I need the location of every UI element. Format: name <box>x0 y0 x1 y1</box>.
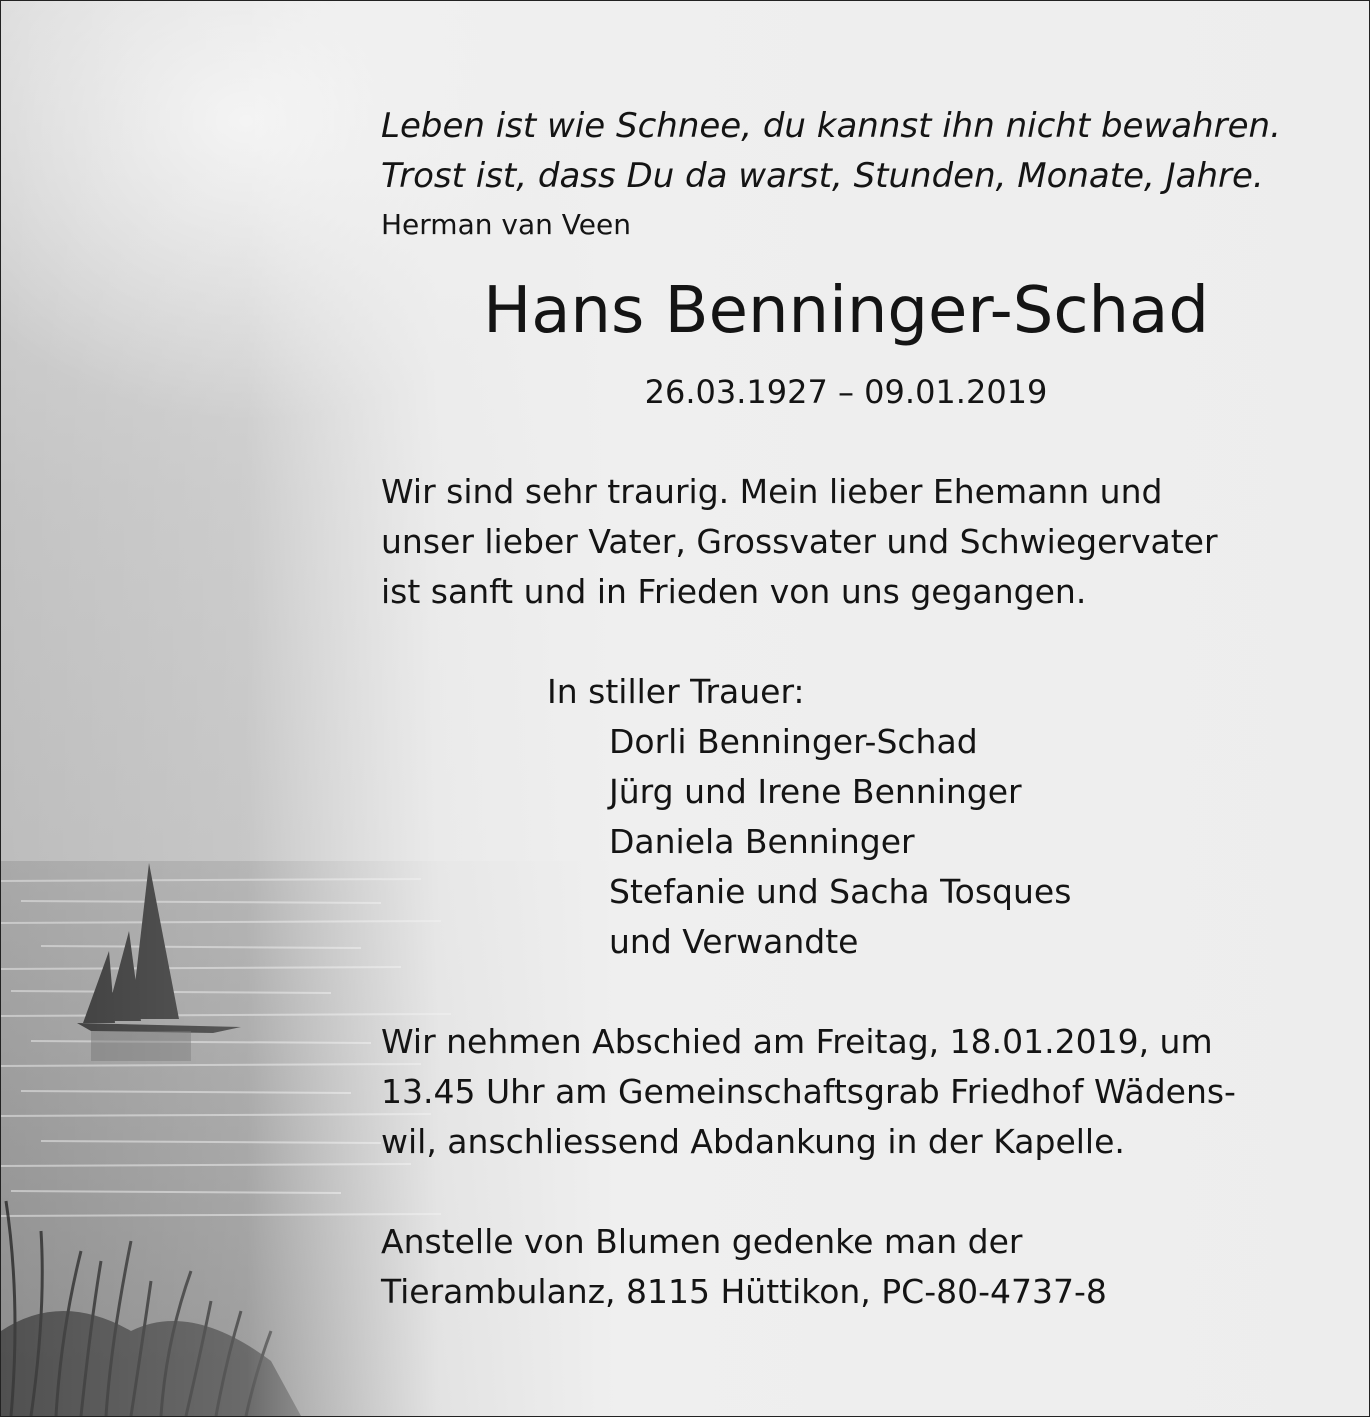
donation-paragraph <box>381 1217 1107 1317</box>
mourner-name: Jürg und Irene Benninger <box>609 772 1022 811</box>
quote-author: Herman van Veen <box>381 208 631 241</box>
quote-line: Trost ist, dass Du da warst, Stunden, Monate, Jahre. <box>381 156 1264 196</box>
farewell-line: 13.45 Uhr am Gemeinschaftsgrab Friedhof Wädens- <box>381 1072 1236 1111</box>
quote-line: Leben ist wie Schnee, du kannst ihn nicht bewahren. <box>381 106 1281 146</box>
mourner-name: Dorli Benninger-Schad <box>609 722 978 761</box>
announcement-line: ist sanft und in Frieden von uns gegangen. <box>381 572 1087 611</box>
farewell-line: Wir nehmen Abschied am Freitag, 18.01.2019, um <box>381 1022 1213 1061</box>
announcement-line: unser lieber Vater, Grossvater und Schwiegervater <box>381 522 1218 561</box>
life-dates: 26.03.1927 – 09.01.2019 <box>644 373 1048 411</box>
farewell-paragraph <box>381 1017 1236 1167</box>
memorial-quote <box>381 101 1281 201</box>
mourner-name: Stefanie und Sacha Tosques <box>609 872 1072 911</box>
announcement-line: Wir sind sehr traurig. Mein lieber Ehemann und <box>381 472 1163 511</box>
mourner-name: Daniela Benninger <box>609 822 915 861</box>
deceased-name: Hans Benninger-Schad <box>483 274 1209 348</box>
donation-line: Tierambulanz, 8115 Hüttikon, PC-80-4737-8 <box>381 1272 1107 1311</box>
donation-line: Anstelle von Blumen gedenke man der <box>381 1222 1023 1261</box>
mourning-heading: In stiller Trauer: <box>547 672 805 711</box>
mourner-name: und Verwandte <box>609 922 859 961</box>
mourners-list <box>609 717 1071 967</box>
farewell-line: wil, anschliessend Abdankung in der Kapelle. <box>381 1122 1125 1161</box>
announcement-paragraph <box>381 467 1218 617</box>
